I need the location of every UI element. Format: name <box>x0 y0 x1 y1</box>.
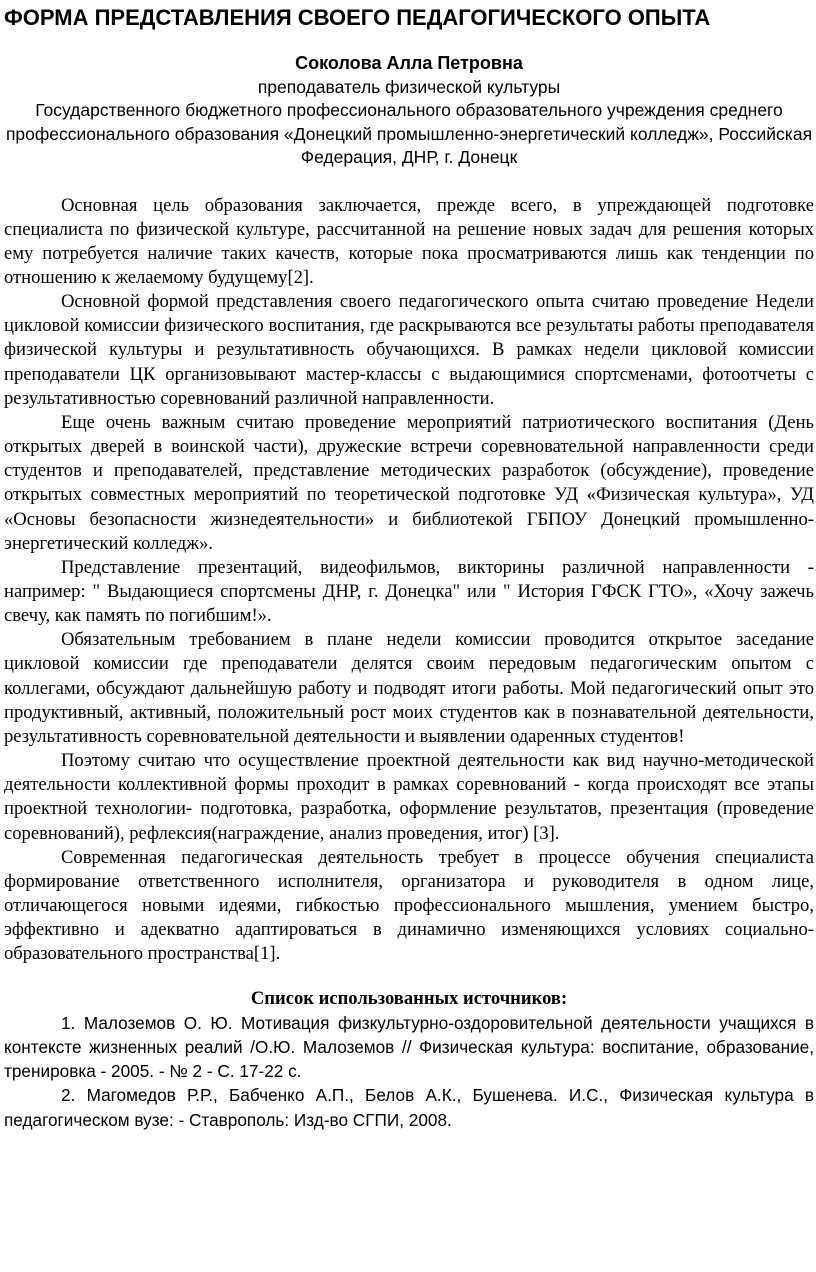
author-name: Соколова Алла Петровна <box>295 53 523 73</box>
paragraph: Современная педагогическая деятельность требует в процессе обучения специалиста формирование ответственного исполнителя, организатора и руководителя в одном лице, отличающегося новыми идеями, гибкостью профессионального мышления, умением быстро, эффективно и адекватно адаптироваться в динамично изменяющихся условиях социально-образовательного пространства[1]. <box>4 846 814 965</box>
paragraph: Основной формой представления своего педагогического опыта считаю проведение Недели цикловой комиссии физического воспитания, где раскрываются все результаты работы преподавателя физической культуры и результативность обучающихся. В рамках недели цикловой комиссии преподаватели ЦК организовывают мастер-классы с выдающимися спортсменами, фотоотчеты с результативностью соревнований различной направленности. <box>4 291 814 409</box>
paragraph: Представление презентаций, видеофильмов, викторины различной направленности - например: " Выдающиеся спортсмены ДНР, г. Донецка" или " История ГФСК ГТО», «Хочу зажечь свечу, как память по погибшим!». <box>4 556 814 627</box>
document-title: ФОРМА ПРЕДСТАВЛЕНИЯ СВОЕГО ПЕДАГОГИЧЕСКОГО ОПЫТА <box>4 5 711 30</box>
author-block <box>4 52 814 170</box>
references-list <box>4 1011 814 1132</box>
reference-item: 1. Малоземов О. Ю. Мотивация физкультурно-оздоровительной деятельности учащихся в контексте жизненных реалий /О.Ю. Малоземов // Физическая культура: воспитание, образование, тренировка - 2005. - № 2 - С. 17-22 с. <box>4 1012 814 1082</box>
paragraph: Основная цель образования заключается, прежде всего, в упреждающей подготовке специалиста по физической культуре, рассчитанной на решение новых задач для решения которых ему потребуется наличие таких качеств, которые пока просматриваются лишь как тенденции по отношению к желаемому будущему[2]. <box>4 194 814 288</box>
paragraph: Еще очень важным считаю проведение мероприятий патриотического воспитания (День открытых дверей в воинской части), дружеские встречи соревновательной направленности среди студентов и преподавателей, представление методических разработок (обсуждение), проведение открытых совместных мероприятий по теоретической подготовке УД «Физическая культура», УД «Основы безопасности жизнедеятельности» и библиотекой ГБПОУ Донецкий промышленно-энергетический колледж». <box>4 411 814 554</box>
references-heading: Список использованных источников: <box>250 987 568 1009</box>
paragraph: Поэтому считаю что осуществление проектной деятельности как вид научно-методической деятельности коллективной формы проходит в рамках соревнований - когда происходят все этапы проектной технологии- подготовка, разработка, оформление результатов, презентация (проведение соревнований), рефлексия(награждение, анализ проведения, итог) [3]. <box>4 750 814 844</box>
author-institution: Государственного бюджетного профессионального образовательного учреждения среднего профессионального образования «Донецкий промышленно-энергетический колледж», Российская Федерация, ДНР, г. Донецк <box>5 100 813 167</box>
author-position: преподаватель физической культуры <box>257 76 561 97</box>
paragraph: Обязательным требованием в плане недели комиссии проводится открытое заседание цикловой комиссии где преподаватели делятся своим передовым педагогическим опытом с коллегами, обсуждают дальнейшую работу и подводят итоги работы. Мой педагогический опыт это продуктивный, активный, положительный рост моих студентов как в познавательной деятельности, результативность соревновательной деятельности и выявлении одаренных студентов! <box>4 629 814 747</box>
body-text <box>4 194 814 967</box>
reference-item: 2. Магомедов Р.Р., Бабченко А.П., Белов А.К., Бушенева. И.С., Физическая культура в педагогическом вузе: - Ставрополь: Изд-во СГПИ, 2008. <box>4 1085 814 1130</box>
